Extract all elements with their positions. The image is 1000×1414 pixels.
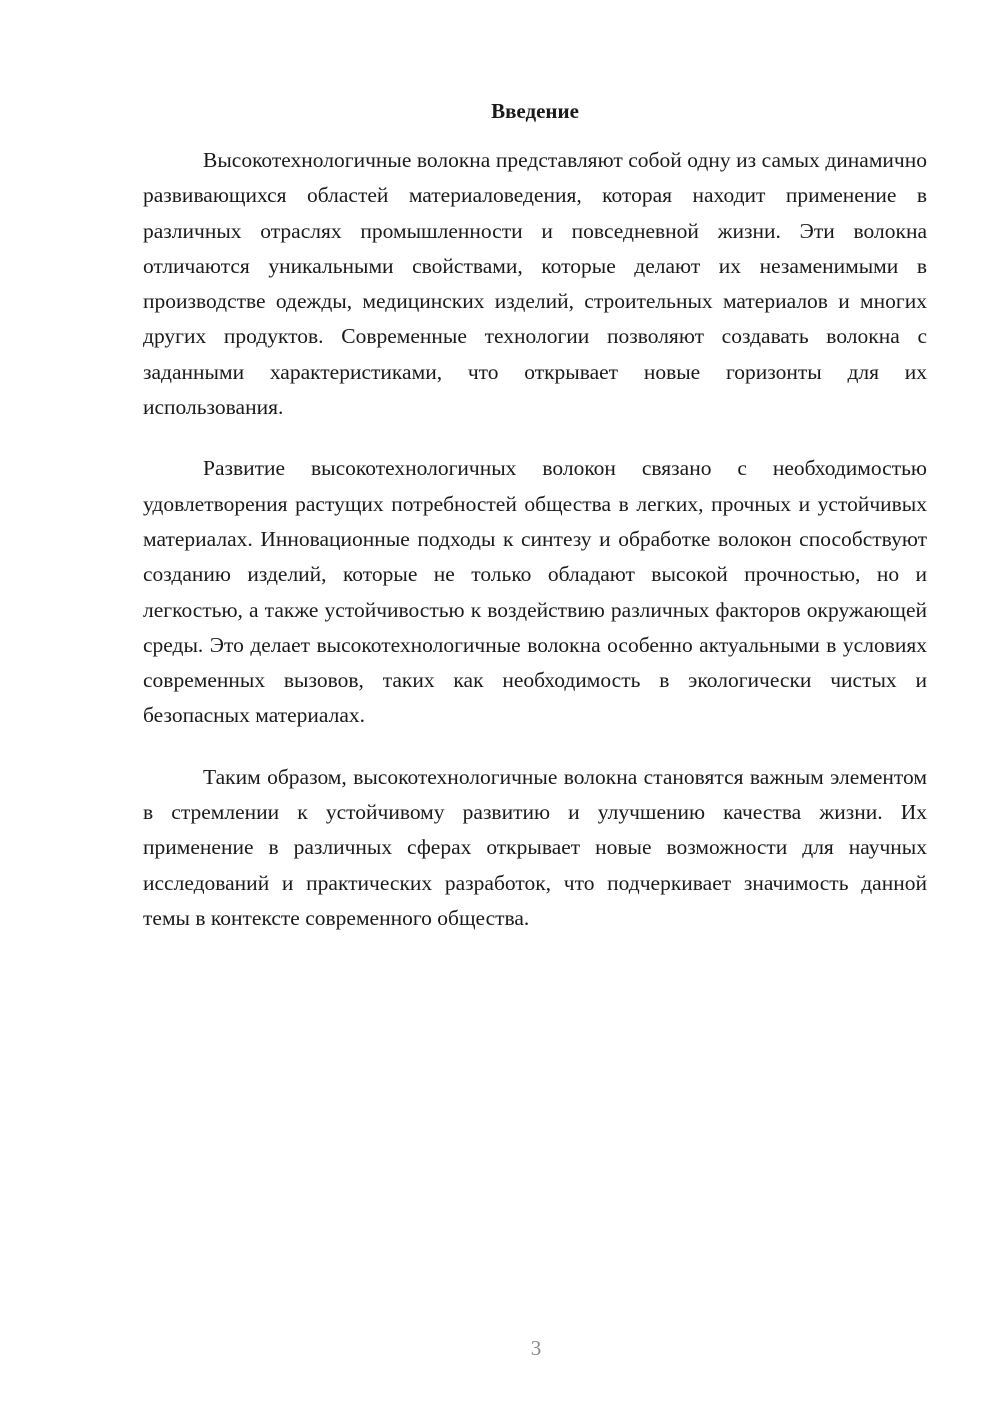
page-number: 3	[530, 1336, 542, 1360]
document-body	[143, 143, 927, 962]
section-title: Введение	[491, 99, 579, 123]
paragraph-1: Высокотехнологичные волокна представляют собой одну из самых динамично развивающихся областей материаловедения, которая находит применение в различных отраслях промышленности и повседневной жизни. Эти волокна отличаются уникальными свойствами, которые делают их незаменимыми в производстве одежды, медицинских изделий, строительных материалов и многих других продуктов. Современные технологии позволяют создавать волокна с заданными характеристиками, что открывает новые горизонты для их использования.	[143, 148, 927, 420]
paragraph-3: Таким образом, высокотехнологичные волокна становятся важным элементом в стремлении к устойчивому развитию и улучшению качества жизни. Их применение в различных сферах открывает новые возможности для научных исследований и практических разработок, что подчеркивает значимость данной темы в контексте современного общества.	[143, 764, 927, 930]
paragraph-2: Развитие высокотехнологичных волокон связано с необходимостью удовлетворения растущих потребностей общества в легких, прочных и устойчивых материалах. Инновационные подходы к синтезу и обработке волокон способствуют созданию изделий, которые не только обладают высокой прочностью, но и легкостью, а также устойчивостью к воздействию различных факторов окружающей среды. Это делает высокотехнологичные волокна особенно актуальными в условиях современных вызовов, таких как необходимость в экологически чистых и безопасных материалах.	[143, 456, 927, 728]
